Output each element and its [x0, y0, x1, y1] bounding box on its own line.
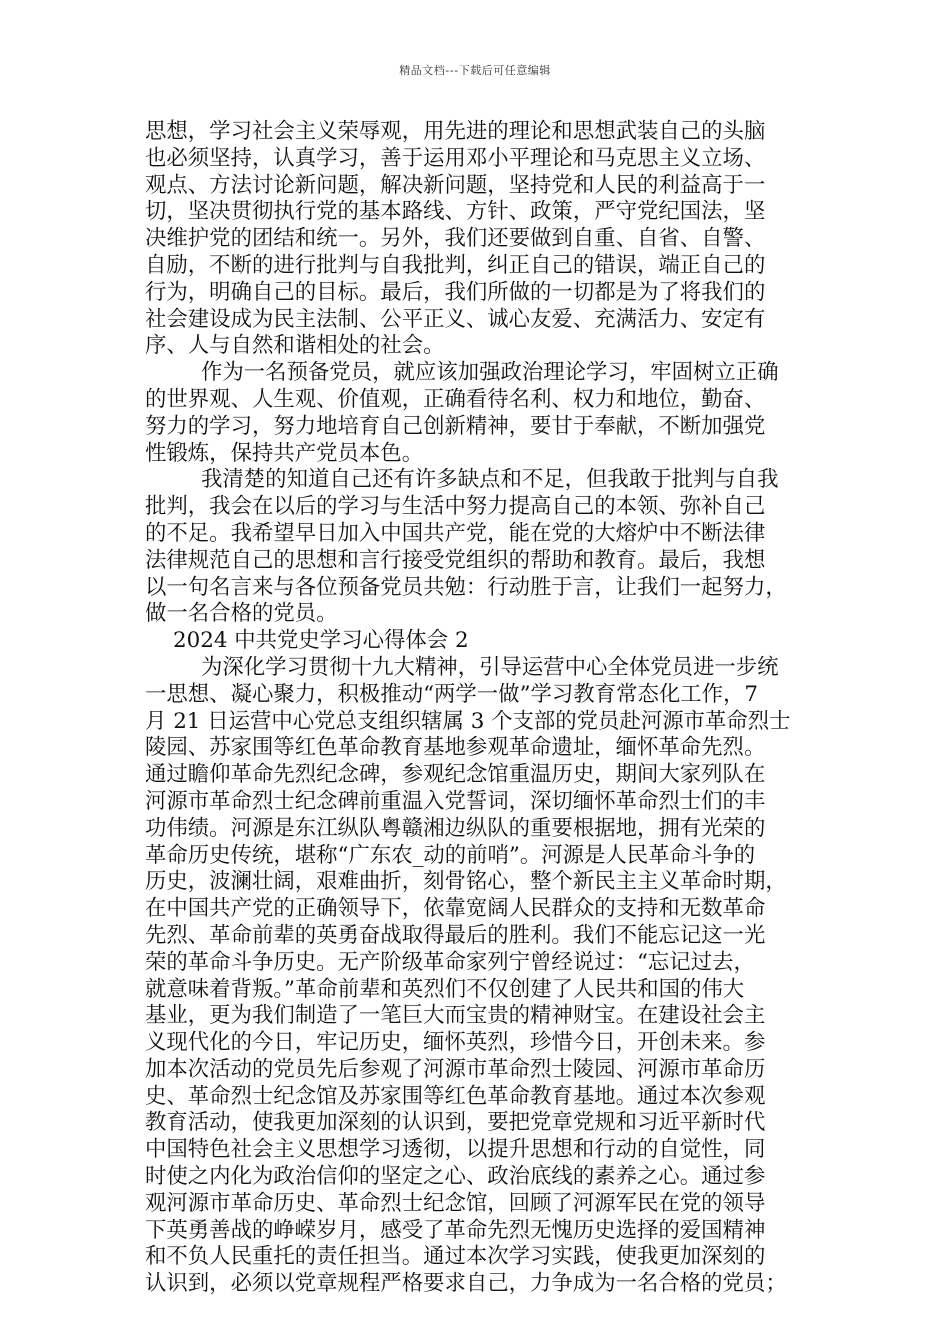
text-line: 思想，学习社会主义荣辱观，用先进的理论和思想武装自己的头脑: [145, 119, 766, 144]
text-line: 和不负人民重托的责任担当。通过本次学习实践，使我更加深刻的: [145, 1244, 766, 1270]
text-line: 努力的学习，努力地培育自己创新精神，要甘于奉献，不断加强党: [145, 413, 766, 439]
text-line: 观点、方法讨论新问题，解决新问题，坚持党和人民的利益高于一: [145, 172, 766, 198]
text-line: 河源市革命烈士纪念碑前重温入党誓词，深切缅怀革命烈士们的丰: [145, 788, 766, 814]
text-line: 的世界观、人生观、价值观，正确看待名利、权力和地位，勤奋、: [145, 386, 766, 412]
text-line: 功伟绩。河源是东江纵队粤赣湘边纵队的重要根据地，拥有光荣的: [145, 815, 766, 841]
text-line: 法律规范自己的思想和言行接受党组织的帮助和教育。最后，我想: [145, 547, 766, 573]
text-line: 基业，更为我们制造了一笔巨大而宝贵的精神财宝。在建设社会主: [145, 1003, 766, 1029]
text-line: 批判，我会在以后的学习与生活中努力提高自己的本领、弥补自己: [145, 494, 766, 520]
text-line: 先烈、革命前辈的英勇奋战取得最后的胜利。我们不能忘记这一光: [145, 922, 766, 948]
text-line: 以一句名言来与各位预备党员共勉：行动胜于言，让我们一起努力，: [145, 574, 787, 600]
text-line: 切，坚决贯彻执行党的基本路线、方针、政策，严守党纪国法，坚: [145, 199, 766, 225]
text-line: 在中国共产党的正确领导下，依靠宽阔人民群众的支持和无数革命: [145, 896, 766, 922]
text-line: 通过瞻仰革命先烈纪念碑，参观纪念馆重温历史，期间大家列队在: [145, 762, 766, 788]
text-line: 序、人与自然和谐相处的社会。: [145, 333, 445, 359]
text-line: 性锻炼，保持共产党员本色。: [145, 440, 424, 466]
text-line: 就意味着背叛。”革命前辈和英烈们不仅创建了人民共和国的伟大: [145, 976, 745, 1002]
text-line: 时使之内化为政治信仰的坚定之心、政治底线的素养之心。通过参: [145, 1164, 766, 1190]
text-line: 教育活动，使我更加深刻的认识到，要把党章党规和习近平新时代: [145, 1110, 766, 1136]
text-line: 加本次活动的党员先后参观了河源市革命烈士陵园、河源市革命历: [145, 1056, 766, 1082]
text-line: 作为一名预备党员，就应该加强政治理论学习，牢固树立正确: [201, 360, 779, 386]
text-line: 的不足。我希望早日加入中国共产党，能在党的大熔炉中不断法律: [145, 520, 766, 546]
section-title: 2024 中共党史学习心得体会 2: [173, 628, 469, 654]
text-line: 义现代化的今日，牢记历史，缅怀英烈，珍惜今日，开创未来。参: [145, 1030, 766, 1056]
text-line: 革命历史传统，堪称“广东农_动的前哨”。河源是人民革命斗争的: [145, 842, 756, 868]
text-line: 中国特色社会主义思想学习透彻，以提升思想和行动的自觉性，同: [145, 1137, 766, 1163]
text-line: 一思想、凝心聚力，积极推动“两学一做”学习教育常态化工作，7: [145, 681, 759, 707]
text-line: 下英勇善战的峥嵘岁月，感受了革命先烈无愧历史选择的爱国精神: [145, 1217, 766, 1243]
text-line: 月 21 日运营中心党总支组织辖属 3 个支部的党员赴河源市革命烈士: [145, 708, 791, 734]
page-header-note: 精品文档---下载后可任意编辑: [399, 64, 551, 77]
text-line: 也必须坚持，认真学习，善于运用邓小平理论和马克思主义立场、: [145, 145, 766, 171]
text-line: 社会建设成为民主法制、公平正义、诚心友爱、充满活力、安定有: [145, 306, 766, 332]
text-line: 做一名合格的党员。: [145, 601, 338, 627]
text-line: 决维护党的团结和统一。另外，我们还要做到自重、自省、自警、: [145, 226, 766, 252]
text-line: 历史，波澜壮阔，艰难曲折，刻骨铭心，整个新民主主义革命时期，: [145, 869, 787, 895]
text-line: 认识到，必须以党章规程严格要求自己，力争成为一名合格的党员；: [145, 1271, 787, 1297]
text-line: 史、革命烈士纪念馆及苏家围等红色革命教育基地。通过本次参观: [145, 1083, 766, 1109]
text-line: 行为，明确自己的目标。最后，我们所做的一切都是为了将我们的: [145, 279, 766, 305]
document-body: [145, 119, 815, 1298]
text-line: 我清楚的知道自己还有许多缺点和不足，但我敢于批判与自我: [201, 467, 779, 493]
text-line: 陵园、苏家围等红色革命教育基地参观革命遗址，缅怀革命先烈。: [145, 735, 766, 761]
text-line: 为深化学习贯彻十九大精神，引导运营中心全体党员进一步统: [201, 654, 779, 680]
text-line: 自励，不断的进行批判与自我批判，纠正自己的错误，端正自己的: [145, 252, 766, 278]
text-line: 荣的革命斗争历史。无产阶级革命家列宁曾经说过：“忘记过去，: [145, 949, 755, 975]
text-line: 观河源市革命历史、革命烈士纪念馆，回顾了河源军民在党的领导: [145, 1190, 766, 1216]
